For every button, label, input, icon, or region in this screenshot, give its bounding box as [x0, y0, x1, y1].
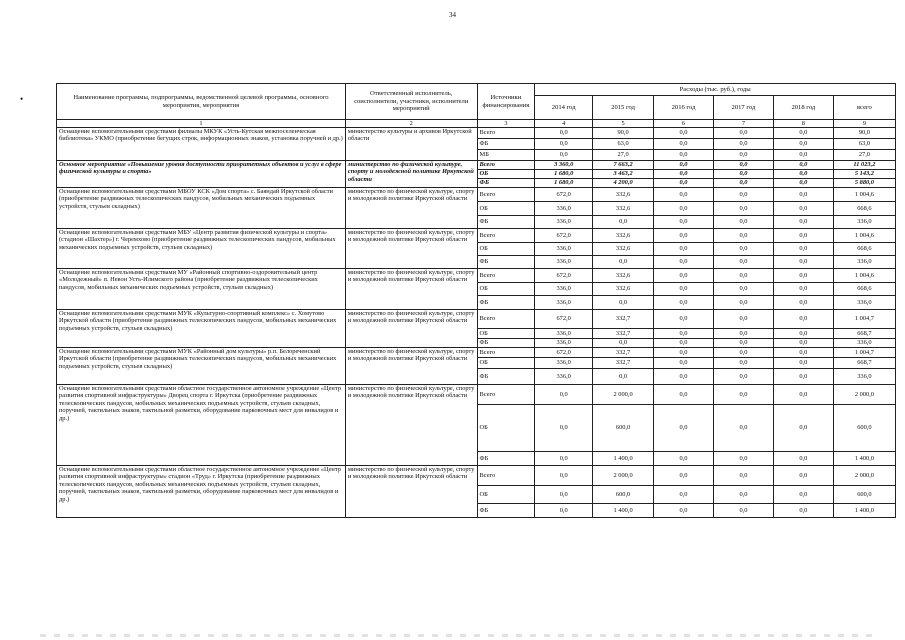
column-index: 9: [833, 120, 895, 128]
year-value-cell: 0,0: [713, 229, 773, 243]
year-value-cell: 0,0: [713, 329, 773, 339]
year-value-cell: 0,0: [535, 405, 593, 452]
total-value-cell: 1 004,6: [833, 229, 895, 243]
year-value-cell: 1 400,0: [593, 504, 654, 518]
table-row: [57, 128, 896, 139]
year-value-cell: 0,0: [713, 188, 773, 202]
year-value-cell: 4 200,0: [593, 179, 654, 188]
funding-source-cell: Всего: [477, 348, 535, 358]
funding-source-cell: ОБ: [477, 405, 535, 452]
header-source: Источники финансирования: [477, 84, 535, 120]
year-value-cell: 336,0: [535, 243, 593, 256]
header-total: всего: [833, 96, 895, 120]
year-value-cell: 0,0: [654, 369, 714, 385]
funding-source-cell: ОБ: [477, 329, 535, 339]
header-executor: Ответственный исполнитель, соисполнители, участники, исполнители мероприятий: [345, 84, 477, 120]
header-year: 2017 год: [713, 96, 773, 120]
executor-cell: министерство по физической культуре, спорту и молодежной политике Иркутской области: [345, 348, 477, 385]
table-row: [57, 229, 896, 243]
year-value-cell: 0,0: [654, 188, 714, 202]
funding-source-cell: ОБ: [477, 170, 535, 179]
year-value-cell: 0,0: [535, 385, 593, 405]
year-value-cell: 0,0: [654, 161, 714, 170]
year-value-cell: 0,0: [654, 339, 714, 348]
year-value-cell: 0,0: [773, 348, 833, 358]
event-name-cell: Оснащение вспомогательными средствами филиалы МКУК «Усть-Кутская межпоселенческая библиотека» УКМО (приобретение бегущих строк, информационных знаков, установка поручней и др.): [57, 128, 346, 161]
event-name-cell: Оснащение вспомогательными средствами МУК «Районный дом культуры» р.п. Белореченский Иркутской области (приобретение раздвижных телескопических пандусов, мобильных механических подъемных устройств, стульев складных): [57, 348, 346, 385]
funding-source-cell: Всего: [477, 229, 535, 243]
header-year: 2016 год: [654, 96, 714, 120]
year-value-cell: 336,0: [535, 283, 593, 296]
funding-source-cell: ОБ: [477, 358, 535, 369]
year-value-cell: 332,7: [593, 329, 654, 339]
year-value-cell: 0,0: [654, 452, 714, 466]
page-number: 34: [449, 11, 456, 19]
executor-cell: министерство по физической культуре, спорту и молодежной политике Иркутской области: [345, 466, 477, 518]
year-value-cell: 0,0: [713, 504, 773, 518]
year-value-cell: 0,0: [773, 452, 833, 466]
total-value-cell: 336,0: [833, 216, 895, 229]
year-value-cell: 0,0: [654, 283, 714, 296]
year-value-cell: 0,0: [773, 466, 833, 486]
year-value-cell: 0,0: [773, 339, 833, 348]
funding-source-cell: ОБ: [477, 283, 535, 296]
year-value-cell: 332,6: [593, 202, 654, 216]
year-value-cell: 0,0: [654, 358, 714, 369]
year-value-cell: 0,0: [593, 216, 654, 229]
year-value-cell: 0,0: [773, 504, 833, 518]
funding-source-cell: Всего: [477, 188, 535, 202]
year-value-cell: 0,0: [773, 269, 833, 283]
year-value-cell: 0,0: [713, 139, 773, 150]
year-value-cell: 0,0: [713, 179, 773, 188]
total-value-cell: 1 004,7: [833, 310, 895, 329]
total-value-cell: 5 143,2: [833, 170, 895, 179]
year-value-cell: 332,6: [593, 188, 654, 202]
funding-source-cell: ФБ: [477, 369, 535, 385]
year-value-cell: 672,0: [535, 310, 593, 329]
year-value-cell: 0,0: [773, 161, 833, 170]
year-value-cell: 672,0: [535, 348, 593, 358]
year-value-cell: 0,0: [654, 385, 714, 405]
year-value-cell: 0,0: [713, 170, 773, 179]
year-value-cell: 0,0: [773, 216, 833, 229]
year-value-cell: 90,0: [593, 128, 654, 139]
year-value-cell: 2 000,0: [593, 466, 654, 486]
year-value-cell: 0,0: [713, 348, 773, 358]
year-value-cell: 0,0: [773, 369, 833, 385]
year-value-cell: 2 000,0: [593, 385, 654, 405]
table-row: [57, 385, 896, 405]
header-year: 2018 год: [773, 96, 833, 120]
year-value-cell: 3 360,0: [535, 161, 593, 170]
year-value-cell: 336,0: [535, 369, 593, 385]
column-index: 8: [773, 120, 833, 128]
header-year: 2015 год: [593, 96, 654, 120]
total-value-cell: 5 880,0: [833, 179, 895, 188]
funding-source-cell: Всего: [477, 466, 535, 486]
total-value-cell: 600,0: [833, 486, 895, 504]
year-value-cell: 672,0: [535, 188, 593, 202]
table-row: [57, 348, 896, 358]
year-value-cell: 0,0: [713, 161, 773, 170]
funding-source-cell: ФБ: [477, 179, 535, 188]
header-year: 2014 год: [535, 96, 593, 120]
year-value-cell: 672,0: [535, 269, 593, 283]
year-value-cell: 0,0: [713, 150, 773, 161]
year-value-cell: 0,0: [773, 139, 833, 150]
year-value-cell: 336,0: [535, 329, 593, 339]
funding-source-cell: ОБ: [477, 202, 535, 216]
funding-source-cell: ФБ: [477, 139, 535, 150]
total-value-cell: 668,6: [833, 283, 895, 296]
year-value-cell: 336,0: [535, 358, 593, 369]
event-name-cell: Оснащение вспомогательными средствами МУК «Культурно-спортивный комплекс» с. Хомутово Иркутской области (приобретение раздвижных телескопических пандусов, мобильных механических подъемных устройств, стульев складных): [57, 310, 346, 348]
total-value-cell: 668,6: [833, 243, 895, 256]
scan-artifact-line: [40, 634, 880, 637]
year-value-cell: 0,0: [713, 358, 773, 369]
executor-cell: министерство по физической культуре, спорту и молодежной политике Иркутской области: [345, 229, 477, 269]
year-value-cell: 0,0: [773, 229, 833, 243]
year-value-cell: 0,0: [713, 405, 773, 452]
year-value-cell: 0,0: [773, 329, 833, 339]
year-value-cell: 0,0: [535, 128, 593, 139]
year-value-cell: 0,0: [773, 128, 833, 139]
year-value-cell: 0,0: [593, 369, 654, 385]
year-value-cell: 0,0: [713, 296, 773, 310]
year-value-cell: 0,0: [654, 128, 714, 139]
year-value-cell: 0,0: [654, 170, 714, 179]
year-value-cell: 0,0: [773, 256, 833, 269]
year-value-cell: 1 680,0: [535, 179, 593, 188]
column-index: 6: [654, 120, 714, 128]
year-value-cell: 0,0: [654, 150, 714, 161]
margin-bullet: •: [20, 94, 24, 104]
total-value-cell: 336,0: [833, 369, 895, 385]
table-row: [57, 269, 896, 283]
year-value-cell: 0,0: [713, 452, 773, 466]
year-value-cell: 3 463,2: [593, 170, 654, 179]
year-value-cell: 600,0: [593, 486, 654, 504]
year-value-cell: 332,7: [593, 310, 654, 329]
event-name-cell: Оснащение вспомогательными средствами МБОУ КСК «Дом спорта» с. Баяндай Иркутской области (приобретение раздвижных телескопических пандусов, мобильных механических подъемных устройств, стульев складных): [57, 188, 346, 229]
year-value-cell: 1 680,0: [535, 170, 593, 179]
table-row: [57, 161, 896, 170]
funding-source-cell: ФБ: [477, 452, 535, 466]
total-value-cell: 1 400,0: [833, 504, 895, 518]
year-value-cell: 332,6: [593, 243, 654, 256]
year-value-cell: 0,0: [713, 310, 773, 329]
year-value-cell: 0,0: [593, 256, 654, 269]
event-name-cell: Оснащение вспомогательными средствами МУ «Районный спортивно-оздоровительный центр «Молодежный» п. Невон Усть-Илимского района (приобретение раздвижных телескопических пандусов, мобильных механических подъемных устройств, стульев складных): [57, 269, 346, 310]
funding-source-cell: ФБ: [477, 256, 535, 269]
year-value-cell: 0,0: [773, 358, 833, 369]
table-row: [57, 466, 896, 486]
year-value-cell: 0,0: [654, 179, 714, 188]
total-value-cell: 1 004,6: [833, 269, 895, 283]
year-value-cell: 0,0: [773, 188, 833, 202]
year-value-cell: 0,0: [773, 283, 833, 296]
funding-source-cell: Всего: [477, 310, 535, 329]
year-value-cell: 0,0: [654, 202, 714, 216]
year-value-cell: 0,0: [773, 385, 833, 405]
year-value-cell: 0,0: [713, 216, 773, 229]
table-row: [57, 310, 896, 329]
year-value-cell: 0,0: [773, 310, 833, 329]
funding-source-cell: ОБ: [477, 486, 535, 504]
year-value-cell: 0,0: [773, 405, 833, 452]
executor-cell: министерство по физической культуре, спорту и молодежной политике Иркутской области: [345, 188, 477, 229]
year-value-cell: 0,0: [773, 170, 833, 179]
column-index-row: [57, 120, 896, 128]
year-value-cell: 0,0: [535, 486, 593, 504]
event-name-cell: Основное мероприятие «Повышение уровня доступности приоритетных объектов и услуг в сфере физической культуры и спорта»: [57, 161, 346, 188]
year-value-cell: 0,0: [713, 486, 773, 504]
expenses-table: [56, 83, 896, 518]
year-value-cell: 332,6: [593, 269, 654, 283]
year-value-cell: 0,0: [535, 504, 593, 518]
funding-source-cell: Всего: [477, 269, 535, 283]
total-value-cell: 1 004,6: [833, 188, 895, 202]
column-index: 5: [593, 120, 654, 128]
year-value-cell: 0,0: [713, 256, 773, 269]
year-value-cell: 0,0: [654, 310, 714, 329]
executor-cell: министерство по физической культуре, спорту и молодежной политике Иркутской области: [345, 269, 477, 310]
year-value-cell: 0,0: [654, 269, 714, 283]
total-value-cell: 336,0: [833, 296, 895, 310]
table-row: [57, 188, 896, 202]
total-value-cell: 668,7: [833, 358, 895, 369]
year-value-cell: 0,0: [593, 296, 654, 310]
year-value-cell: 0,0: [713, 243, 773, 256]
year-value-cell: 0,0: [654, 486, 714, 504]
year-value-cell: 0,0: [654, 504, 714, 518]
total-value-cell: 1 400,0: [833, 452, 895, 466]
year-value-cell: 0,0: [773, 486, 833, 504]
total-value-cell: 668,7: [833, 329, 895, 339]
event-name-cell: Оснащение вспомогательными средствами МБУ «Центр развития физической культуры и спорта» (стадион «Шахтер») г. Черемхово (приобретение раздвижных телескопических пандусов, мобильных механических подъемных устройств, стульев складных): [57, 229, 346, 269]
year-value-cell: 0,0: [654, 348, 714, 358]
funding-source-cell: Всего: [477, 161, 535, 170]
year-value-cell: 0,0: [713, 269, 773, 283]
year-value-cell: 672,0: [535, 229, 593, 243]
year-value-cell: 336,0: [535, 202, 593, 216]
column-index: 1: [57, 120, 346, 128]
year-value-cell: 0,0: [713, 202, 773, 216]
executor-cell: министерство по физической культуре, спорту и молодежной политике Иркутской области: [345, 161, 477, 188]
executor-cell: министерство по физической культуре, спорту и молодежной политике Иркутской области: [345, 385, 477, 466]
year-value-cell: 0,0: [773, 150, 833, 161]
year-value-cell: 0,0: [654, 243, 714, 256]
total-value-cell: 336,0: [833, 256, 895, 269]
year-value-cell: 0,0: [535, 466, 593, 486]
total-value-cell: 600,0: [833, 405, 895, 452]
year-value-cell: 0,0: [654, 296, 714, 310]
funding-source-cell: ФБ: [477, 339, 535, 348]
funding-source-cell: Всего: [477, 385, 535, 405]
total-value-cell: 2 000,0: [833, 466, 895, 486]
year-value-cell: 332,6: [593, 229, 654, 243]
year-value-cell: 0,0: [654, 229, 714, 243]
year-value-cell: 332,6: [593, 283, 654, 296]
year-value-cell: 0,0: [773, 179, 833, 188]
funding-source-cell: ФБ: [477, 296, 535, 310]
year-value-cell: 600,0: [593, 405, 654, 452]
year-value-cell: 332,7: [593, 348, 654, 358]
year-value-cell: 336,0: [535, 256, 593, 269]
year-value-cell: 0,0: [713, 466, 773, 486]
year-value-cell: 0,0: [654, 256, 714, 269]
year-value-cell: 0,0: [773, 296, 833, 310]
funding-source-cell: МБ: [477, 150, 535, 161]
column-index: 2: [345, 120, 477, 128]
executor-cell: министерство по физической культуре, спорту и молодежной политике Иркутской области: [345, 310, 477, 348]
year-value-cell: 0,0: [535, 452, 593, 466]
event-name-cell: Оснащение вспомогательными средствами областное государственное автономное учреждение «Центр развития спортивной инфраструктуры» стадион «Труд» г. Иркутска (приобретение раздвижных телескопических пандусов, мобильных механических подъемных устройств, стульев складных, поручней, тактильных знаков, тактильной разметки, оборудование парковочных мест для инвалидов и др.): [57, 466, 346, 518]
header-expenses: Расходы (тыс. руб.), годы: [535, 84, 896, 96]
year-value-cell: 0,0: [654, 329, 714, 339]
year-value-cell: 0,0: [654, 405, 714, 452]
funding-source-cell: ОБ: [477, 243, 535, 256]
total-value-cell: 1 004,7: [833, 348, 895, 358]
year-value-cell: 336,0: [535, 296, 593, 310]
event-name-cell: Оснащение вспомогательными средствами областное государственное автономное учреждение «Центр развития спортивной инфраструктуры» Дворец спорта г. Иркутска (приобретение раздвижных телескопических пандусов, мобильных механических подъемных устройств, стульев складных, поручней, тактильных знаков, тактильной разметки, оборудование парковочных мест для инвалидов и др.): [57, 385, 346, 466]
year-value-cell: 332,7: [593, 358, 654, 369]
table-body: [57, 128, 896, 518]
total-value-cell: 63,0: [833, 139, 895, 150]
total-value-cell: 336,0: [833, 339, 895, 348]
year-value-cell: 0,0: [713, 385, 773, 405]
year-value-cell: 336,0: [535, 339, 593, 348]
year-value-cell: 0,0: [535, 150, 593, 161]
total-value-cell: 668,6: [833, 202, 895, 216]
year-value-cell: 1 400,0: [593, 452, 654, 466]
year-value-cell: 0,0: [773, 202, 833, 216]
year-value-cell: 336,0: [535, 216, 593, 229]
year-value-cell: 7 663,2: [593, 161, 654, 170]
year-value-cell: 0,0: [654, 466, 714, 486]
year-value-cell: 0,0: [713, 369, 773, 385]
year-value-cell: 0,0: [654, 139, 714, 150]
column-index: 7: [713, 120, 773, 128]
header-name: Наименование программы, подпрограммы, ведомственной целевой программы, основного мероприятия, мероприятия: [57, 84, 346, 120]
funding-source-cell: Всего: [477, 128, 535, 139]
year-value-cell: 0,0: [713, 339, 773, 348]
year-value-cell: 27,0: [593, 150, 654, 161]
funding-source-cell: ФБ: [477, 216, 535, 229]
year-value-cell: 0,0: [593, 339, 654, 348]
column-index: 4: [535, 120, 593, 128]
year-value-cell: 0,0: [713, 128, 773, 139]
total-value-cell: 2 000,0: [833, 385, 895, 405]
year-value-cell: 63,0: [593, 139, 654, 150]
year-value-cell: 0,0: [654, 216, 714, 229]
year-value-cell: 0,0: [773, 243, 833, 256]
funding-source-cell: ФБ: [477, 504, 535, 518]
total-value-cell: 27,0: [833, 150, 895, 161]
column-index: 3: [477, 120, 535, 128]
total-value-cell: 90,0: [833, 128, 895, 139]
year-value-cell: 0,0: [713, 283, 773, 296]
total-value-cell: 11 023,2: [833, 161, 895, 170]
year-value-cell: 0,0: [535, 139, 593, 150]
executor-cell: министерство культуры и архивов Иркутской области: [345, 128, 477, 161]
